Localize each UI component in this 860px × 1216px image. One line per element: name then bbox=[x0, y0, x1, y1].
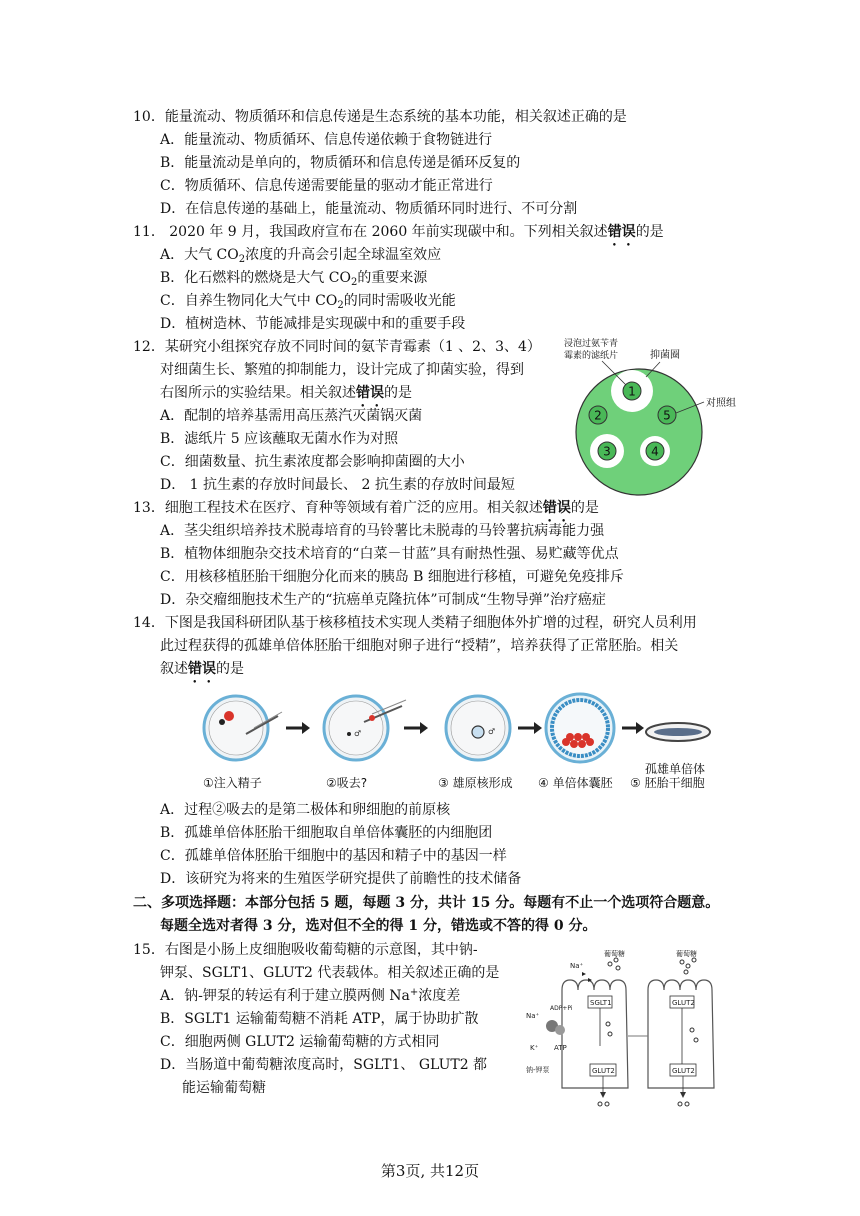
oocyte-step-2 bbox=[324, 696, 406, 760]
svg-text:ATP: ATP bbox=[554, 1044, 567, 1052]
svg-text:♂: ♂ bbox=[488, 727, 496, 736]
q14-option-b: B．孤雄单倍体胚胎干细胞取自单倍体囊胚的内细胞团 bbox=[160, 825, 493, 841]
petri-dish-figure bbox=[560, 335, 760, 497]
q13-option-c: C．用核移植胚胎干细胞分化而来的胰岛 B 细胞进行移植，可避免免疫排斥 bbox=[160, 569, 624, 585]
q12-option-b: B．滤纸片 5 应该蘸取无菌水作为对照 bbox=[160, 431, 399, 447]
svg-text:GLUT2: GLUT2 bbox=[672, 999, 695, 1007]
q10-option-b: B．能量流动是单向的，物质循环和信息传递是循环反复的 bbox=[160, 155, 521, 171]
caption-step-5-line2: ⑤ 胚胎干细胞 bbox=[630, 776, 705, 790]
arrow-3 bbox=[518, 722, 542, 734]
q13-option-b: B．植物体细胞杂交技术培育的“白菜－甘蓝”具有耐热性强、易贮藏等优点 bbox=[160, 546, 619, 562]
emphasis-mark: 错误 bbox=[607, 224, 636, 240]
section-2-heading: 二、多项选择题：本部分包括 5 题，每题 3 分，共计 15 分。每题有不止一个选项符合题意。 bbox=[133, 895, 720, 911]
caption-step-4: ④ 单倍体囊胚 bbox=[538, 776, 613, 790]
q10-stem: 10．能量流动、物质循环和信息传递是生态系统的基本功能，相关叙述正确的是 bbox=[133, 109, 627, 125]
caption-step-5-line1: 孤雄单倍体 bbox=[645, 762, 706, 776]
svg-text:钠-钾泵: 钠-钾泵 bbox=[526, 1066, 550, 1074]
svg-text:Na⁺: Na⁺ bbox=[526, 1012, 540, 1020]
q14-stem-line2: 此过程获得的孤雄单倍体胚胎干细胞对卵子进行“授精”，培养获得了正常胚胎。相关 bbox=[160, 638, 679, 654]
svg-text:葡萄糖: 葡萄糖 bbox=[676, 950, 697, 958]
q15-option-a: A．钠-钾泵的转运有利于建立膜两侧 Na+浓度差 bbox=[160, 987, 461, 1004]
q12-stem-line3: 右图所示的实验结果。相关叙述错误的是 bbox=[160, 385, 412, 401]
q10-option-c: C．物质循环、信息传递需要能量的驱动才能正常进行 bbox=[160, 178, 493, 194]
q15-option-b: B．SGLT1 运输葡萄糖不消耗 ATP，属于协助扩散 bbox=[160, 1011, 479, 1027]
q14-option-c: C．孤雄单倍体胚胎干细胞中的基因和精子中的基因一样 bbox=[160, 848, 507, 864]
emphasis-mark: 错误 bbox=[356, 385, 384, 401]
svg-text:2: 2 bbox=[594, 408, 602, 423]
inhibition-zone-3 bbox=[590, 434, 624, 468]
svg-text:3: 3 bbox=[603, 444, 611, 459]
sperm-expansion-figure bbox=[196, 690, 716, 770]
oocyte-step-1 bbox=[204, 696, 282, 760]
glucose-absorption-figure bbox=[524, 946, 736, 1108]
svg-text:♂: ♂ bbox=[354, 729, 362, 738]
stem-cell-colony bbox=[646, 723, 710, 741]
q15-option-d-line1: D．当肠道中葡萄糖浓度高时，SGLT1、 GLUT2 都 bbox=[160, 1057, 488, 1073]
arrow-1 bbox=[286, 722, 310, 734]
q12-stem-line2: 对细菌生长、繁殖的抑制能力，设计完成了抑菌实验，得到 bbox=[160, 362, 524, 378]
label-inhibition-zone: 抑菌圈 bbox=[650, 350, 680, 361]
emphasis-mark: 错误 bbox=[188, 661, 216, 677]
q15-stem-line1: 15．右图是小肠上皮细胞吸收葡萄糖的示意图，其中钠- bbox=[133, 942, 478, 958]
inhibition-zone-4 bbox=[640, 436, 670, 466]
q14-option-d: D．该研究为将来的生殖医学研究提供了前瞻性的技术储备 bbox=[160, 871, 522, 887]
q15-option-d-line2: 能运输葡萄糖 bbox=[182, 1080, 266, 1096]
label-paper-line1: 浸泡过氨苄青 bbox=[564, 339, 619, 349]
emphasis-mark: 错误 bbox=[542, 500, 571, 516]
svg-text:K⁺: K⁺ bbox=[530, 1044, 539, 1052]
caption-step-2: ②吸去? bbox=[326, 776, 368, 790]
svg-text:4: 4 bbox=[651, 444, 659, 459]
svg-text:SGLT1: SGLT1 bbox=[590, 999, 612, 1007]
q11-option-d: D．植树造林、节能减排是实现碳中和的重要手段 bbox=[160, 316, 466, 332]
q15-option-c: C．细胞两侧 GLUT2 运输葡萄糖的方式相同 bbox=[160, 1034, 440, 1050]
disc-2 bbox=[589, 406, 607, 424]
q12-option-d: D． 1 抗生素的存放时间最长、 2 抗生素的存放时间最短 bbox=[160, 477, 515, 493]
q13-option-a: A．茎尖组织培养技术脱毒培育的马铃薯比未脱毒的马铃薯抗病毒能力强 bbox=[160, 523, 605, 539]
q10-option-d: D．在信息传递的基础上，能量流动、物质循环同时进行、不可分割 bbox=[160, 201, 578, 217]
q11-option-a: A．大气 $CO_2$浓度的升高会引起全球温室效应 bbox=[160, 247, 442, 265]
svg-text:GLUT2: GLUT2 bbox=[672, 1067, 695, 1075]
svg-text:ADP+Pi: ADP+Pi bbox=[550, 1005, 573, 1012]
q14-stem-line3: 叙述错误的是 bbox=[160, 661, 244, 677]
q12-option-c: C．细菌数量、抗生素浓度都会影响抑菌圈的大小 bbox=[160, 454, 465, 470]
q14-stem-line1: 14．下图是我国科研团队基于核移植技术实现人类精子细胞体外扩增的过程，研究人员利用 bbox=[133, 615, 697, 631]
q11-stem: 11． 2020 年 9 月，我国政府宣布在 2060 年前实现碳中和。下列相关叙述错误的是 bbox=[133, 224, 664, 240]
q13-option-d: D．杂交瘤细胞技术生产的“抗癌单克隆抗体”可制成“生物导弹”治疗癌症 bbox=[160, 592, 606, 608]
q14-option-a: A．过程②吸去的是第二极体和卵细胞的前原核 bbox=[160, 802, 451, 818]
q11-option-c: C．自养生物同化大气中 $CO_2$的同时需吸收光能 bbox=[160, 293, 456, 311]
q10-option-a: A．能量流动、物质循环、信息传递依赖于食物链进行 bbox=[160, 132, 493, 148]
q12-stem-line1: 12．某研究小组探究存放不同时间的氨苄青霉素（1 、2、3、4） bbox=[133, 339, 541, 355]
q15-stem-line2: 钾泵、SGLT1、GLUT2 代表载体。相关叙述正确的是 bbox=[160, 965, 500, 981]
caption-step-1: ①注入精子 bbox=[203, 776, 262, 790]
section-2-scoring: 每题全选对者得 3 分，选对但不全的得 1 分，错选或不答的得 0 分。 bbox=[160, 918, 597, 934]
haploid-blastocyst bbox=[546, 694, 614, 762]
q11-option-b: B．化石燃料的燃烧是大气 $CO_2$的重要来源 bbox=[160, 270, 428, 288]
label-paper-line2: 霉素的滤纸片 bbox=[564, 351, 619, 361]
svg-text:葡萄糖: 葡萄糖 bbox=[604, 950, 625, 958]
arrow-4 bbox=[622, 722, 644, 734]
oocyte-step-3 bbox=[446, 696, 510, 760]
arrow-2 bbox=[404, 722, 428, 734]
svg-text:1: 1 bbox=[628, 384, 636, 399]
svg-text:GLUT2: GLUT2 bbox=[592, 1067, 615, 1075]
label-control: 对照组 bbox=[706, 398, 736, 409]
svg-text:5: 5 bbox=[663, 408, 671, 423]
q13-stem: 13．细胞工程技术在医疗、育种等领域有着广泛的应用。相关叙述错误的是 bbox=[133, 500, 599, 516]
q12-option-a: A．配制的培养基需用高压蒸汽灭菌锅灭菌 bbox=[160, 408, 423, 424]
svg-text:Na⁺: Na⁺ bbox=[570, 962, 584, 970]
page-footer: 第3页, 共12页 bbox=[380, 1162, 480, 1180]
disc-5-control bbox=[658, 406, 676, 424]
caption-step-3: ③ 雄原核形成 bbox=[438, 776, 513, 790]
